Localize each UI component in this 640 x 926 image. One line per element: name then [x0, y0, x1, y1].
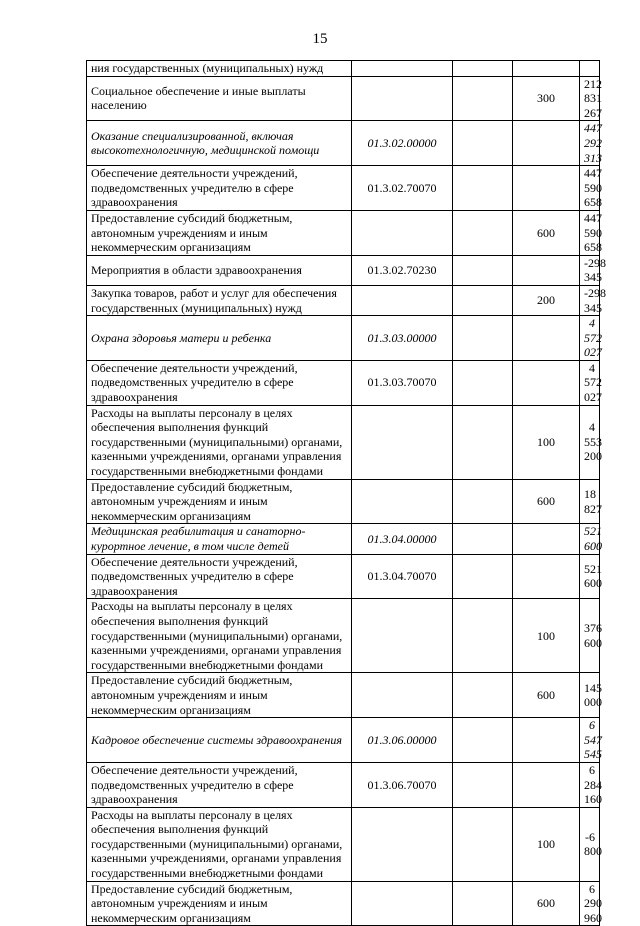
expense-type-cell: 100 — [513, 599, 580, 673]
empty-cell — [453, 360, 513, 405]
amount-cell: 447 292 313 — [580, 121, 600, 166]
expense-name-cell: Социальное обеспечение и иные выплаты населению — [87, 76, 352, 121]
empty-cell — [453, 166, 513, 211]
expense-name-cell: Медицинская реабилитация и санаторно-курортное лечение, в том числе детей — [87, 524, 352, 554]
amount-cell: 521 600 — [580, 524, 600, 554]
empty-cell — [453, 881, 513, 926]
table-row — [87, 807, 600, 881]
expense-type-cell — [513, 61, 580, 77]
amount-cell: 4 572 027 — [580, 316, 600, 361]
table-row — [87, 405, 600, 479]
program-code-cell: 01.3.06.00000 — [352, 718, 453, 763]
empty-cell — [453, 554, 513, 599]
table-row — [87, 316, 600, 361]
amount-cell: 145 000 — [580, 673, 600, 718]
table-row — [87, 554, 600, 599]
budget-table — [86, 60, 606, 926]
program-code-cell — [352, 479, 453, 524]
table-row — [87, 61, 600, 77]
program-code-cell: 01.3.02.00000 — [352, 121, 453, 166]
expense-name-cell: Расходы на выплаты персоналу в целях обеспечения выполнения функций государственными (муниципальными) органами, казенными учреждениями, органами управления государственными внебюджетными фондами — [87, 807, 352, 881]
amount-cell: -298 345 — [580, 255, 600, 285]
expense-type-cell — [513, 360, 580, 405]
empty-cell — [453, 673, 513, 718]
program-code-cell: 01.3.04.00000 — [352, 524, 453, 554]
table-row — [87, 673, 600, 718]
expense-type-cell — [513, 255, 580, 285]
table-row — [87, 360, 600, 405]
expense-type-cell: 200 — [513, 285, 580, 315]
expense-name-cell: Оказание специализированной, включая высокотехнологичную, медицинской помощи — [87, 121, 352, 166]
amount-cell: 376 600 — [580, 599, 600, 673]
table-row — [87, 881, 600, 926]
program-code-cell: 01.3.02.70230 — [352, 255, 453, 285]
expense-type-cell: 100 — [513, 807, 580, 881]
empty-cell — [453, 718, 513, 763]
expense-type-cell: 600 — [513, 673, 580, 718]
program-code-cell — [352, 881, 453, 926]
empty-cell — [453, 762, 513, 807]
amount-cell: 4 553 200 — [580, 405, 600, 479]
table-row — [87, 121, 600, 166]
expense-name-cell: Расходы на выплаты персоналу в целях обеспечения выполнения функций государственными (муниципальными) органами, казенными учреждениями, органами управления государственными внебюджетными фондами — [87, 405, 352, 479]
empty-cell — [453, 61, 513, 77]
expense-type-cell — [513, 166, 580, 211]
program-code-cell: 01.3.06.70070 — [352, 762, 453, 807]
expense-name-cell: Предоставление субсидий бюджетным, автономным учреждениям и иным некоммерческим организациям — [87, 210, 352, 255]
program-code-cell: 01.3.03.70070 — [352, 360, 453, 405]
program-code-cell — [352, 599, 453, 673]
table-row — [87, 285, 600, 315]
amount-cell: 447 590 658 — [580, 210, 600, 255]
table-row — [87, 524, 600, 554]
program-code-cell — [352, 210, 453, 255]
expense-name-cell: Предоставление субсидий бюджетным, автономным учреждениям и иным некоммерческим организациям — [87, 881, 352, 926]
empty-cell — [453, 524, 513, 554]
page-number: 15 — [312, 31, 328, 47]
expense-type-cell — [513, 554, 580, 599]
empty-cell — [453, 599, 513, 673]
expense-type-cell — [513, 762, 580, 807]
expense-name-cell: Обеспечение деятельности учреждений, подведомственных учредителю в сфере здравоохранения — [87, 762, 352, 807]
amount-cell: 521 600 — [580, 554, 600, 599]
expense-type-cell: 600 — [513, 479, 580, 524]
empty-cell — [453, 121, 513, 166]
expense-type-cell: 600 — [513, 881, 580, 926]
program-code-cell — [352, 61, 453, 77]
expense-type-cell — [513, 524, 580, 554]
amount-cell: 6 547 545 — [580, 718, 600, 763]
table-row — [87, 76, 600, 121]
amount-cell: -298 345 — [580, 285, 600, 315]
empty-cell — [453, 285, 513, 315]
program-code-cell — [352, 807, 453, 881]
amount-cell: -6 800 — [580, 807, 600, 881]
expense-name-cell: Расходы на выплаты персоналу в целях обеспечения выполнения функций государственными (муниципальными) органами, казенными учреждениями, органами управления государственными внебюджетными фондами — [87, 599, 352, 673]
program-code-cell: 01.3.04.70070 — [352, 554, 453, 599]
amount-cell — [580, 61, 600, 77]
expense-type-cell — [513, 316, 580, 361]
expense-name-cell: ния государственных (муниципальных) нужд — [87, 61, 352, 77]
expense-type-cell: 100 — [513, 405, 580, 479]
table-row — [87, 166, 600, 211]
expense-type-cell — [513, 718, 580, 763]
amount-cell: 6 284 160 — [580, 762, 600, 807]
expense-type-cell: 600 — [513, 210, 580, 255]
expense-name-cell: Предоставление субсидий бюджетным, автономным учреждениям и иным некоммерческим организациям — [87, 673, 352, 718]
empty-cell — [453, 479, 513, 524]
empty-cell — [453, 210, 513, 255]
expense-name-cell: Обеспечение деятельности учреждений, подведомственных учредителю в сфере здравоохранения — [87, 360, 352, 405]
program-code-cell: 01.3.03.00000 — [352, 316, 453, 361]
program-code-cell — [352, 76, 453, 121]
program-code-cell — [352, 285, 453, 315]
program-code-cell — [352, 673, 453, 718]
program-code-cell — [352, 405, 453, 479]
program-code-cell: 01.3.02.70070 — [352, 166, 453, 211]
table-row — [87, 762, 600, 807]
expense-type-cell — [513, 121, 580, 166]
table-row — [87, 479, 600, 524]
budget-table-body — [87, 61, 606, 926]
expense-name-cell: Кадровое обеспечение системы здравоохранения — [87, 718, 352, 763]
expense-name-cell: Охрана здоровья матери и ребенка — [87, 316, 352, 361]
empty-cell — [453, 255, 513, 285]
table-row — [87, 255, 600, 285]
table-row — [87, 599, 600, 673]
empty-cell — [453, 76, 513, 121]
expense-name-cell: Обеспечение деятельности учреждений, подведомственных учредителю в сфере здравоохранения — [87, 554, 352, 599]
empty-cell — [453, 316, 513, 361]
expense-name-cell: Мероприятия в области здравоохранения — [87, 255, 352, 285]
amount-cell: 447 590 658 — [580, 166, 600, 211]
expense-name-cell: Предоставление субсидий бюджетным, автономным учреждениям и иным некоммерческим организациям — [87, 479, 352, 524]
expense-name-cell: Обеспечение деятельности учреждений, подведомственных учредителю в сфере здравоохранения — [87, 166, 352, 211]
empty-cell — [453, 405, 513, 479]
table-row — [87, 210, 600, 255]
amount-cell: 18 827 — [580, 479, 600, 524]
amount-cell: 212 831 267 — [580, 76, 600, 121]
empty-cell — [453, 807, 513, 881]
expense-name-cell: Закупка товаров, работ и услуг для обеспечения государственных (муниципальных) нужд — [87, 285, 352, 315]
expense-type-cell: 300 — [513, 76, 580, 121]
amount-cell: 4 572 027 — [580, 360, 600, 405]
amount-cell: 6 290 960 — [580, 881, 600, 926]
table-row — [87, 718, 600, 763]
